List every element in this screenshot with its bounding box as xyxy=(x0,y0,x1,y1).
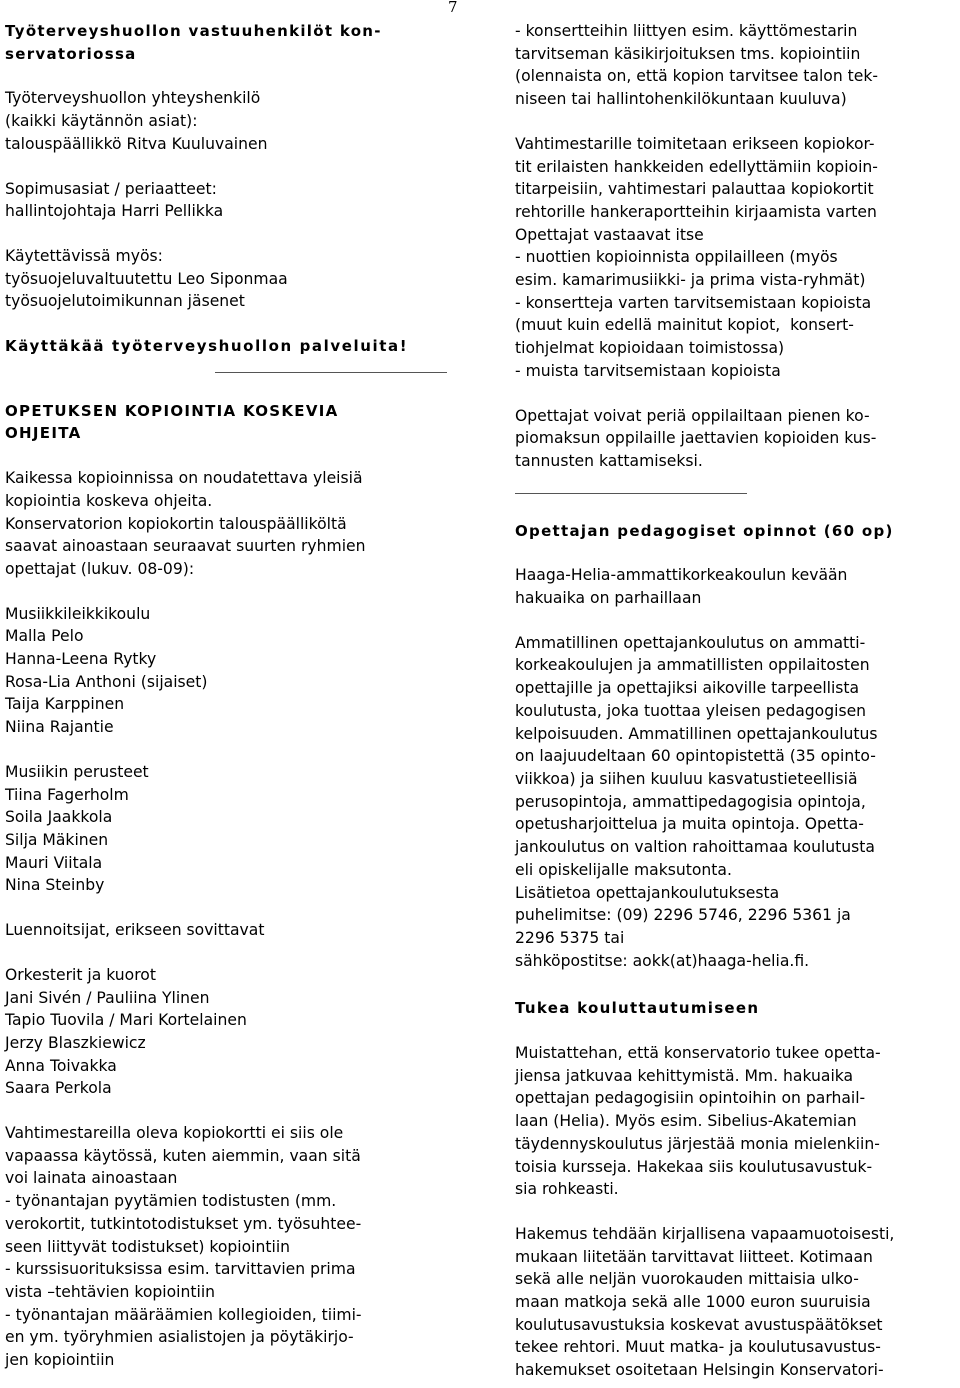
text-line: toisia kursseja. Hakekaa siis koulutusavustuk- xyxy=(515,1157,873,1176)
text-line: perusopintoja, ammattipedagogisia opintoja, xyxy=(515,792,866,811)
text-line: titarpeisiin, vahtimestari palauttaa kopiokortit xyxy=(515,180,874,199)
agreements-contact xyxy=(5,178,450,223)
application-form xyxy=(515,1223,955,1382)
text-line: koulutusta, joka tuottaa yleisen pedagogisen xyxy=(515,701,867,720)
group-orkesterit xyxy=(5,964,450,1100)
text-line: vista –tehtävien kopiointiin xyxy=(5,1282,216,1301)
heading-line: OHJEITA xyxy=(5,424,82,443)
text-line: Konservatorion kopiokortin talouspäälliköltä xyxy=(5,514,347,533)
available-contacts xyxy=(5,245,450,313)
teacher-training xyxy=(515,632,955,973)
project-copies xyxy=(515,133,955,383)
text-line: eli opiskelijalle maksutonta. xyxy=(515,860,732,879)
text-line: Opettajat vastaavat itse xyxy=(515,225,704,244)
text-line: Lisätietoa opettajankoulutuksesta xyxy=(515,883,780,902)
text-line: en ym. työryhmien asialistojen ja pöytäkirjo- xyxy=(5,1328,354,1347)
text-line: Sopimusasiat / periaatteet: xyxy=(5,179,217,198)
text-line: (kaikki käytännön asiat): xyxy=(5,112,198,131)
text-line: tiohjelmat kopioidaan toimistossa) xyxy=(515,339,785,358)
text-line: on laajuudeltaan 60 opintopistettä (35 opinto- xyxy=(515,747,876,766)
list-item: Orkesterit ja kuorot xyxy=(5,965,156,984)
text-line: hakemukset osoitetaan Helsingin Konservatori- xyxy=(515,1361,884,1380)
list-item: Mauri Viitala xyxy=(5,853,103,872)
text-line: mukaan liitetään tarvittavat liitteet. Kotimaan xyxy=(515,1247,873,1266)
text-line: (muut kuin edellä mainitut kopiot, konsert- xyxy=(515,316,854,335)
text-line: 2296 5375 tai xyxy=(515,928,625,947)
text-line: korkeakoulujen ja ammatillisten oppilaitosten xyxy=(515,656,870,675)
text-line: opettajan pedagogisiin opintoihin on parhail- xyxy=(515,1089,866,1108)
text-line: - muista tarvitsemistaan kopioista xyxy=(515,361,781,380)
list-item: Taija Karppinen xyxy=(5,695,125,714)
text-line: niseen tai hallintohenkilökuntaan kuuluva) xyxy=(515,90,847,109)
group-perusteet xyxy=(5,761,450,897)
text-line: saavat ainoastaan seuraavat suurten ryhmien xyxy=(5,537,366,556)
heading-line: OPETUKSEN KOPIOINTIA KOSKEVIA xyxy=(5,401,339,420)
contact-person xyxy=(5,87,450,155)
list-item: Musiikin perusteet xyxy=(5,762,149,781)
training-support xyxy=(515,1042,955,1201)
text-line: työsuojeluvaltuutettu Leo Siponmaa xyxy=(5,269,288,288)
list-item: Saara Perkola xyxy=(5,1079,112,1098)
text-line: työsuojelutoimikunnan jäsenet xyxy=(5,292,245,311)
list-item: Anna Toivakka xyxy=(5,1056,117,1075)
contacts-heading xyxy=(5,20,450,65)
text-line: Käytettävissä myös: xyxy=(5,246,163,265)
left-column xyxy=(5,0,450,1372)
text-line: Muistattehan, että konservatorio tukee opetta- xyxy=(515,1044,881,1063)
support-heading: Tukea kouluttautumiseen xyxy=(515,999,760,1018)
text-line: - kurssisuorituksissa esim. tarvittavien prima xyxy=(5,1260,356,1279)
text-line: opettajat (lukuv. 08-09): xyxy=(5,559,195,578)
text-line: esim. kamarimusiikki- ja prima vista-ryhmät) xyxy=(515,271,866,290)
text-line: opetusharjoittelua ja muita opintoja. Opetta- xyxy=(515,815,864,834)
text-line: seen liittyvät todistukset) kopiointiin xyxy=(5,1237,291,1256)
text-line: sähköpostitse: aokk(at)haaga-helia.fi. xyxy=(515,951,810,970)
copy-heading xyxy=(5,400,450,445)
list-item: Soila Jaakkola xyxy=(5,808,113,827)
text-line: talouspäällikkö Ritva Kuuluvainen xyxy=(5,134,268,153)
text-line: Vahtimestarille toimitetaan erikseen kopiokor- xyxy=(515,134,875,153)
list-item: Malla Pelo xyxy=(5,627,84,646)
heading-line: Työterveyshuollon vastuuhenkilöt kon- xyxy=(5,22,382,40)
text-line: maan matkoja sekä alle 1000 euron suuruisia xyxy=(515,1293,871,1312)
text-line: Työterveyshuollon yhteyshenkilö xyxy=(5,89,261,108)
page-number: 7 xyxy=(448,0,458,16)
right-column xyxy=(515,0,955,1382)
list-item: Silja Mäkinen xyxy=(5,830,109,849)
copy-intro xyxy=(5,467,450,581)
text-line: tarvitseman käsikirjoituksen tms. kopiointiin xyxy=(515,44,861,63)
text-line: Hakemus tehdään kirjallisena vapaamuotoisesti, xyxy=(515,1224,895,1243)
janitor-info xyxy=(5,1122,450,1372)
text-line: - työnantajan pyytämien todistusten (mm. xyxy=(5,1192,337,1211)
text-line: viikkoa) ja siihen kuuluu kasvatustieteellisiä xyxy=(515,769,858,788)
text-line: voi lainata ainoastaan xyxy=(5,1169,178,1188)
text-line: - nuottien kopioinnista oppilailleen (myös xyxy=(515,248,838,267)
list-item: Nina Steinby xyxy=(5,876,105,895)
text-line: tekee rehtori. Muut matka- ja koulutusavustus- xyxy=(515,1338,881,1357)
text-line: tannusten kattamiseksi. xyxy=(515,451,703,470)
text-line: piomaksun oppilaille jaettavien kopioiden kus- xyxy=(515,429,877,448)
text-line: - konsertteihin liittyen esim. käyttömestarin xyxy=(515,22,858,40)
text-line: Vahtimestareilla oleva kopiokortti ei siis ole xyxy=(5,1124,344,1143)
text-line: rehtorille hankeraportteihin kirjaamista varten xyxy=(515,202,877,221)
text-line: jankoulutus on valtion rahoittamaa koulutusta xyxy=(515,838,875,857)
text-line: puhelimitse: (09) 2296 5746, 2296 5361 ja xyxy=(515,906,851,925)
continued-list xyxy=(515,20,955,111)
text-line: tit erilaisten hankkeiden edellyttämiin kopioin- xyxy=(515,157,878,176)
list-item: Jerzy Blaszkiewicz xyxy=(5,1033,146,1052)
list-item: Hanna-Leena Rytky xyxy=(5,650,157,669)
list-item: Rosa-Lia Anthoni (sijaiset) xyxy=(5,672,208,691)
text-line: Ammatillinen opettajankoulutus on ammatti- xyxy=(515,633,866,652)
text-line: täydennyskoulutus järjestää monia mielenkiin- xyxy=(515,1134,880,1153)
text-line: verokortit, tutkintotodistukset ym. työsuhtee- xyxy=(5,1214,362,1233)
text-line: sekä alle neljän vuorokauden mittaisia ulko- xyxy=(515,1270,859,1289)
text-line: hallintojohtaja Harri Pellikka xyxy=(5,202,224,221)
group-musiikkileikkikoulu xyxy=(5,603,450,739)
text-line: Opettajat voivat periä oppilailtaan pienen ko- xyxy=(515,406,870,425)
text-line: jen kopiointiin xyxy=(5,1351,115,1370)
text-line: Kaikessa kopioinnissa on noudatettava yleisiä xyxy=(5,469,363,488)
list-item: Niina Rajantie xyxy=(5,718,114,737)
text-line: vapaassa käytössä, kuten aiemmin, vaan sitä xyxy=(5,1146,361,1165)
text-line: Haaga-Helia-ammattikorkeakoulun kevään xyxy=(515,566,848,585)
text-line: hakuaika on parhaillaan xyxy=(515,589,702,608)
text-line: sia rohkeasti. xyxy=(515,1180,619,1199)
list-item: Tapio Tuovila / Mari Kortelainen xyxy=(5,1011,247,1030)
text-line: - konsertteja varten tarvitsemistaan kopioista xyxy=(515,293,872,312)
lecturers-line: Luennoitsijat, erikseen sovittavat xyxy=(5,921,265,940)
call-to-action: Käyttäkää työterveyshuollon palveluita! xyxy=(5,337,409,356)
text-line: kelpoisuuden. Ammatillinen opettajankoulutus xyxy=(515,724,878,743)
text-line: opettajille ja opettajiksi aikoville tarpeellista xyxy=(515,679,860,698)
heading-line: servatoriossa xyxy=(5,44,137,63)
list-item: Jani Sivén / Pauliina Ylinen xyxy=(5,988,210,1007)
pedagogy-heading: Opettajan pedagogiset opinnot (60 op) xyxy=(515,521,894,540)
list-item: Tiina Fagerholm xyxy=(5,785,129,804)
copy-fee xyxy=(515,405,955,473)
text-line: (olennaista on, että kopion tarvitsee talon tek- xyxy=(515,67,879,86)
application-period xyxy=(515,564,955,609)
text-line: laan (Helia). Myös esim. Sibelius-Akatemian xyxy=(515,1112,857,1131)
text-line: jiensa jatkuvaa kehittymistä. Mm. hakuaika xyxy=(515,1066,854,1085)
text-line: koulutusavustuksia koskevat avustuspäätökset xyxy=(515,1315,883,1334)
list-item: Musiikkileikkikoulu xyxy=(5,604,151,623)
text-line: - työnantajan määräämien kollegioiden, tiimi- xyxy=(5,1305,362,1324)
text-line: kopiointia koskeva ohjeita. xyxy=(5,491,213,510)
